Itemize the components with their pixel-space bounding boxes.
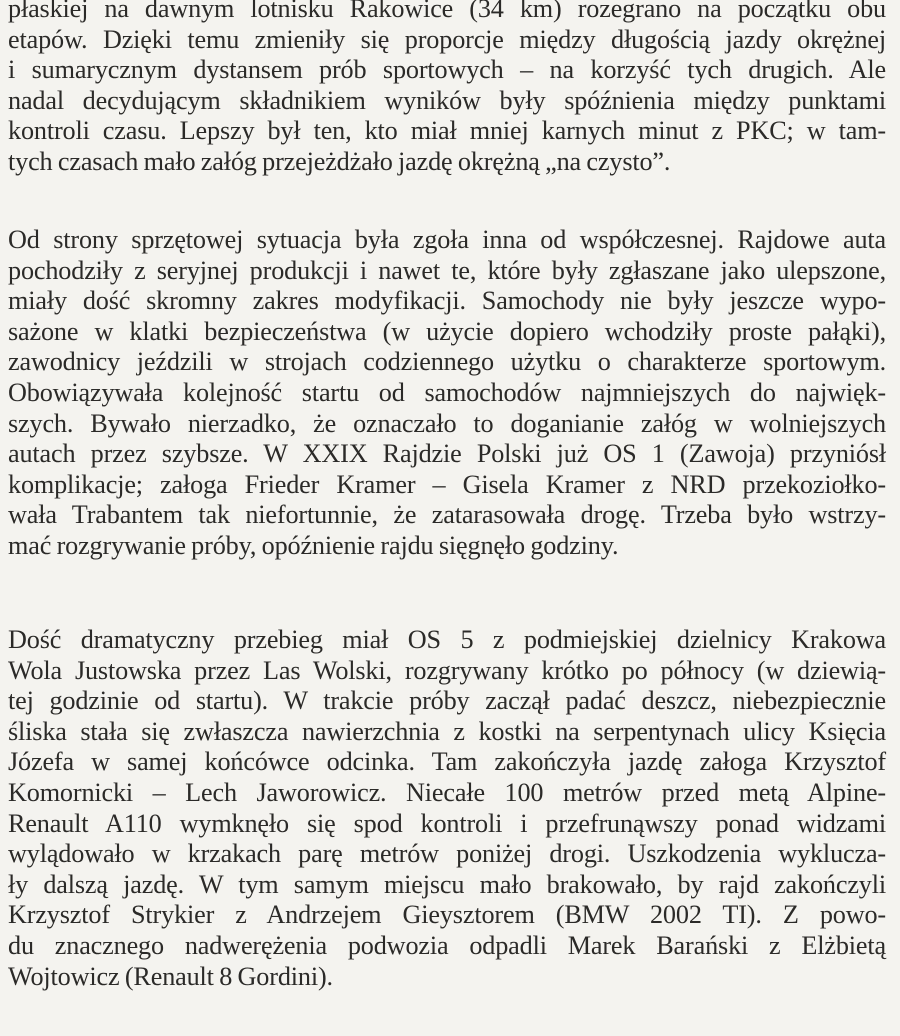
text-line: tych czasach mało załóg przejeżdżało jazdę okrężną „na czysto”. bbox=[8, 146, 671, 176]
text-line: Obowiązywała kolejność startu od samochodów najmniejszych do najwięk- bbox=[8, 377, 886, 407]
text-line: Dość dramatyczny przebieg miał OS 5 z podmiejskiej dzielnicy Krakowa bbox=[8, 625, 886, 654]
text-line: Wojtowicz (Renault 8 Gordini). bbox=[8, 961, 333, 991]
text-line: szych. Bywało nierzadko, że oznaczało to doganianie załóg w wolniejszych bbox=[8, 408, 886, 438]
text-line: sażone w klatki bezpieczeństwa (w użycie dopiero wchodziły proste pałąki), bbox=[8, 316, 886, 346]
text-line: śliska stała się zwłaszcza nawierzchnia z kostki na serpentynach ulicy Księcia bbox=[8, 716, 886, 746]
text-line: etapów. Dzięki temu zmieniły się proporcje między długością jazdy okrężnej bbox=[8, 24, 886, 54]
text-line: Krzysztof Strykier z Andrzejem Gieysztorem (BMW 2002 TI). Z powo- bbox=[8, 900, 886, 930]
text-line: autach przez szybsze. W XXIX Rajdzie Polski już OS 1 (Zawoja) przyniósł bbox=[8, 439, 886, 469]
text-line: miały dość skromny zakres modyfikacji. Samochody nie były jeszcze wypo- bbox=[8, 286, 886, 316]
text-line: zawodnicy jeździli w strojach codziennego użytku o charakterze sportowym. bbox=[8, 347, 886, 377]
paragraph-3 bbox=[8, 625, 886, 992]
text-line: nadal decydującym składnikiem wyników były spóźnienia między punktami bbox=[8, 85, 886, 115]
text-line: Komornicki – Lech Jaworowicz. Niecałe 100 metrów przed metą Alpine- bbox=[8, 777, 886, 807]
text-line: komplikacje; załoga Frieder Kramer – Gisela Kramer z NRD przekoziołko- bbox=[8, 469, 886, 499]
text-line: i sumarycznym dystansem prób sportowych – na korzyść tych drugich. Ale bbox=[8, 55, 886, 85]
paragraph-1 bbox=[8, 0, 886, 178]
text-line: Renault A110 wymknęło się spod kontroli i przefrunąwszy ponad widzami bbox=[8, 808, 886, 838]
text-line: Józefa w samej końcówce odcinka. Tam zakończyła jazdę załoga Krzysztof bbox=[8, 747, 886, 777]
text-line: mać rozgrywanie próby, opóźnienie rajdu sięgnęło godziny. bbox=[8, 530, 619, 560]
text-line: pochodziły z seryjnej produkcji i nawet te, które były zgłaszane jako ulepszone, bbox=[8, 255, 886, 285]
text-line: Od strony sprzętowej sytuacja była zgoła inna od współczesnej. Rajdowe auta bbox=[8, 225, 886, 254]
paragraph-2 bbox=[8, 225, 886, 562]
text-line: tej godzinie od startu). W trakcie próby zaczął padać deszcz, niebezpiecznie bbox=[8, 686, 886, 716]
text-line: wała Trabantem tak niefortunnie, że zatarasowała drogę. Trzeba było wstrzy- bbox=[8, 500, 886, 530]
text-line: du znacznego nadwerężenia podwozia odpadli Marek Barański z Elżbietą bbox=[8, 930, 886, 960]
text-line: płaskiej na dawnym lotnisku Rakowice (34 km) rozegrano na początku obu bbox=[8, 0, 886, 23]
text-line: wylądowało w krzakach parę metrów poniżej drogi. Uszkodzenia wyklucza- bbox=[8, 839, 886, 869]
text-line: Wola Justowska przez Las Wolski, rozgrywany krótko po północy (w dziewią- bbox=[8, 655, 886, 685]
text-line: ły dalszą jazdę. W tym samym miejscu mało brakowało, by rajd zakończyli bbox=[8, 869, 886, 899]
text-line: kontroli czasu. Lepszy był ten, kto miał mniej karnych minut z PKC; w tam- bbox=[8, 116, 886, 146]
